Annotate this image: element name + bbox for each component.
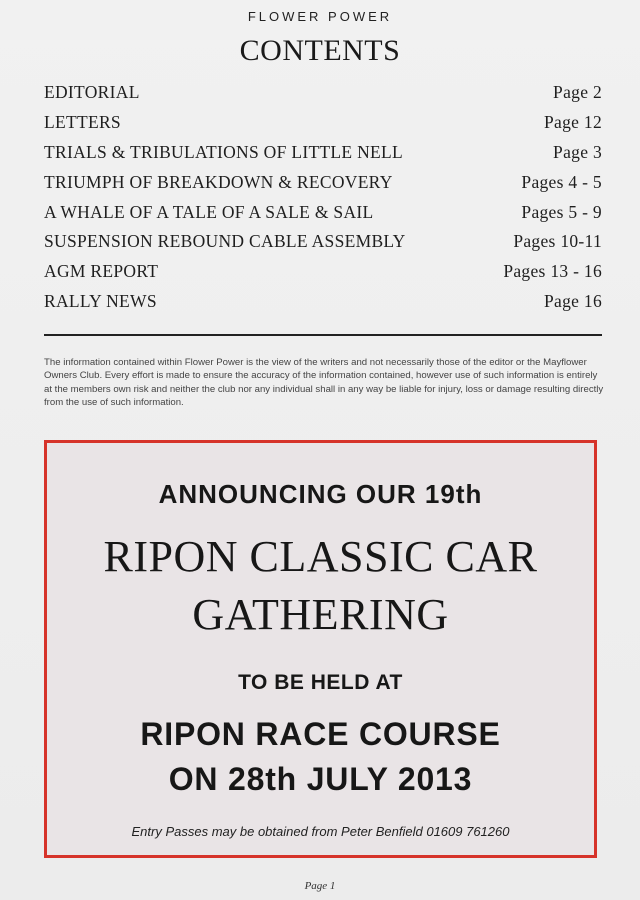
toc-entry-page: Pages 4 - 5 [521,171,602,192]
announcement-line-4: TO BE HELD AT [238,671,403,694]
toc-row [44,138,602,168]
toc-row [44,78,602,108]
toc-row [44,197,602,227]
entry-passes-note: Entry Passes may be obtained from Peter Benfield 01609 761260 [131,824,510,839]
announcement-line-6: ON 28th JULY 2013 [168,761,473,797]
announcement-box [44,440,597,858]
page-title: CONTENTS [239,34,401,67]
toc-row [44,287,602,317]
announcement-line-5: RIPON RACE COURSE [140,716,501,752]
toc-entry-title: TRIALS & TRIBULATIONS OF LITTLE NELL [44,141,403,162]
toc-entry-page: Page 3 [553,141,602,162]
toc-entry-title: TRIUMPH OF BREAKDOWN & RECOVERY [44,171,393,192]
toc-entry-title: AGM REPORT [44,261,159,282]
disclaimer-text: The information contained within Flower Power is the view of the writers and not necessarily those of the editor or the Mayflower Owners Club. Every effort is made to ensure the accuracy of the information contained, however use of such information is entirely at the members own risk and neither the club nor any individual shall in any way be liable for injury, loss or damage resulting directly from the use of such information. [44,357,604,409]
toc-entry-title: RALLY NEWS [44,290,157,311]
masthead: FLOWER POWER [247,9,393,24]
table-of-contents [44,78,602,316]
toc-entry-title: EDITORIAL [44,82,140,103]
toc-entry-page: Pages 10-11 [513,231,602,252]
announcement-line-1: ANNOUNCING OUR 19th [158,479,483,509]
toc-entry-page: Pages 5 - 9 [521,201,602,222]
toc-entry-title: SUSPENSION REBOUND CABLE ASSEMBLY [44,231,406,252]
announcement-line-3: GATHERING [192,590,449,639]
announcement-line-2: RIPON CLASSIC CAR [103,532,538,581]
toc-row [44,167,602,197]
toc-row [44,257,602,287]
toc-entry-page: Page 2 [553,82,602,103]
page-number: Page 1 [304,880,336,892]
toc-entry-page: Page 12 [544,112,602,133]
toc-entry-page: Page 16 [544,290,602,311]
divider-rule [44,334,602,336]
toc-row [44,108,602,138]
toc-entry-page: Pages 13 - 16 [503,261,602,282]
toc-row [44,227,602,257]
toc-entry-title: A WHALE OF A TALE OF A SALE & SAIL [44,201,374,222]
toc-entry-title: LETTERS [44,112,121,133]
